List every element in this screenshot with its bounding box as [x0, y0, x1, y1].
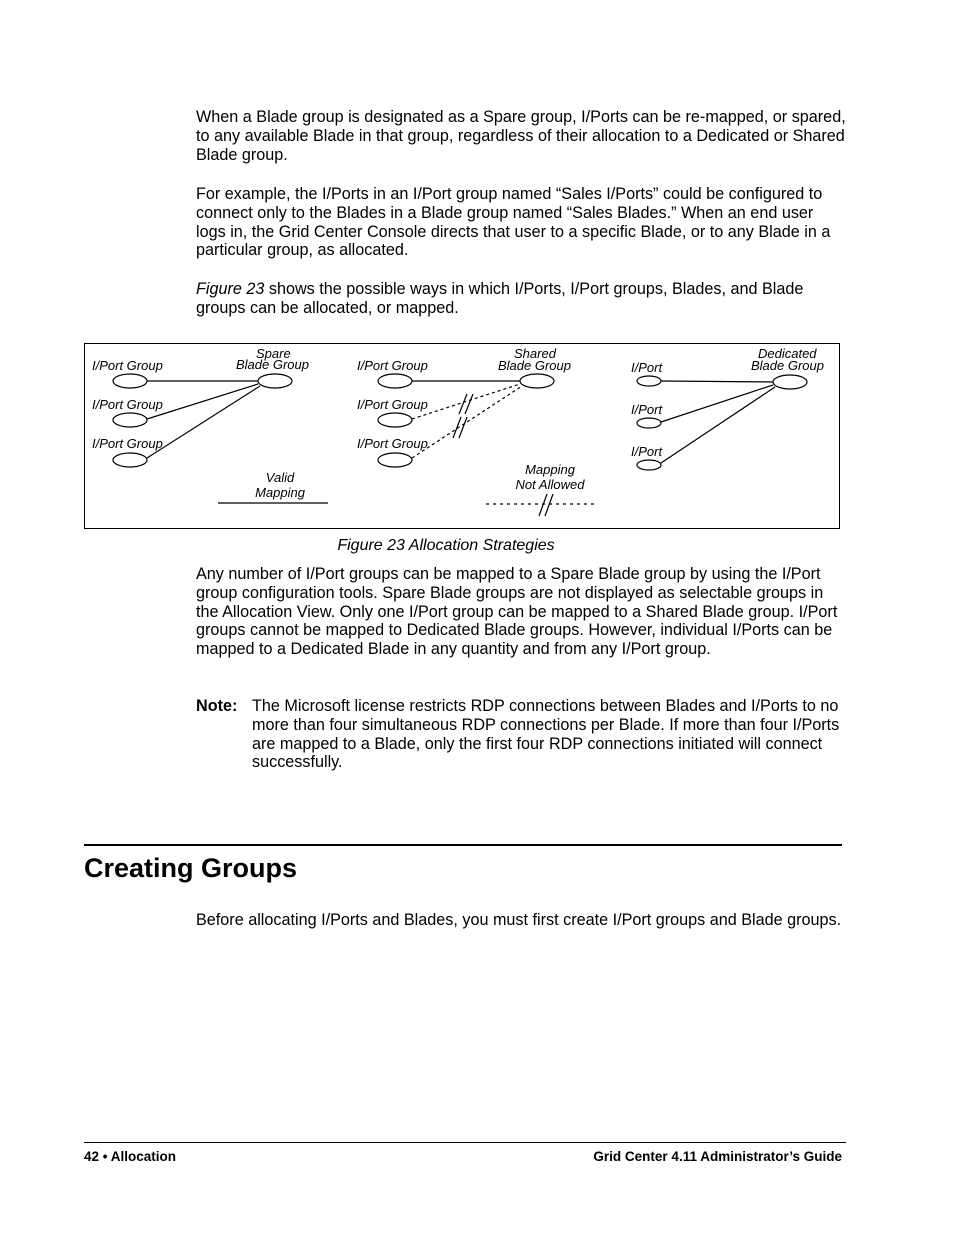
shared-source-node-3	[378, 453, 412, 467]
spare-source-label-1: I/Port Group	[92, 358, 163, 373]
spare-link-2	[147, 384, 258, 419]
spare-source-label-2: I/Port Group	[92, 397, 163, 412]
shared-source-label-1: I/Port Group	[357, 358, 428, 373]
dedicated-target-node	[773, 375, 807, 389]
allocation-strategies-figure	[84, 343, 840, 529]
shared-source-node-2	[378, 413, 412, 427]
spare-source-node-2	[113, 413, 147, 427]
dedicated-source-label-3: I/Port	[631, 444, 663, 459]
dedicated-source-label-2: I/Port	[631, 402, 663, 417]
shared-link-3-blocked	[412, 386, 522, 458]
footer-page-section: 42 • Allocation	[84, 1149, 176, 1164]
figure-caption-text: Figure 23 Allocation Strategies	[337, 537, 555, 554]
spare-target-label-line2: Blade Group	[236, 357, 309, 372]
section-divider	[84, 844, 842, 846]
figure-caption	[84, 537, 840, 555]
spare-source-node-1	[113, 374, 147, 388]
legend-notallowed-line2: Not Allowed	[515, 477, 585, 492]
legend-notallowed-line1: Mapping	[525, 462, 575, 477]
paragraph-mapping-rules: Any number of I/Port groups can be mapped to a Spare Blade group by using the I/Port group configuration tools. Spare Blade groups are not displayed as selectable groups in the Allocation View. Only one I/Port group can be mapped to a Shared Blade group. I/Port groups cannot be mapped to Dedicated Blade groups. However, individual I/Ports can be mapped to a Dedicated Blade in any quantity and from any I/Port group.	[196, 565, 838, 659]
footer-divider	[84, 1142, 846, 1143]
legend-valid-line2: Mapping	[255, 485, 305, 500]
dedicated-link-2	[661, 385, 773, 422]
figure-intro-text: shows the possible ways in which I/Ports, I/Port groups, Blades, and Blade groups can be allocated, or mapped.	[196, 280, 804, 317]
shared-source-label-3: I/Port Group	[357, 436, 428, 451]
legend-valid-line1: Valid	[265, 470, 295, 485]
spare-source-node-3	[113, 453, 147, 467]
paragraph-spare-groups: When a Blade group is designated as a Spare group, I/Ports can be re-mapped, or spared, to any available Blade in that group, regardless of their allocation to a Dedicated or Shared Blade group.	[196, 108, 846, 164]
shared-link-2-blocked	[412, 384, 520, 419]
spare-link-3	[147, 386, 260, 458]
section-heading: Creating Groups	[84, 853, 298, 883]
dedicated-target-label-line1: Dedicated	[758, 346, 817, 361]
spare-source-label-3: I/Port Group	[92, 436, 163, 451]
shared-target-node	[520, 374, 554, 388]
note-text: The Microsoft license restricts RDP connections between Blades and I/Ports to no more than four simultaneous RDP connections per Blade. If more than four I/Ports are mapped to a Blade, only the first four RDP connections initiated will connect successfully.	[252, 697, 840, 772]
dedicated-source-label-1: I/Port	[631, 360, 663, 375]
footer-book-title: Grid Center 4.11 Administrator’s Guide	[593, 1149, 842, 1164]
dedicated-source-node-1	[637, 376, 661, 386]
dedicated-source-node-2	[637, 418, 661, 428]
shared-source-label-2: I/Port Group	[357, 397, 428, 412]
figure-reference: Figure 23	[196, 280, 265, 298]
note-label: Note:	[196, 697, 238, 715]
dedicated-link-1	[661, 381, 773, 382]
dedicated-target-label-line2: Blade Group	[751, 358, 824, 373]
dedicated-link-3	[661, 387, 775, 463]
paragraph-creating-groups: Before allocating I/Ports and Blades, you must first create I/Port groups and Blade groups.	[196, 911, 842, 929]
shared-target-label-line1: Shared	[514, 346, 556, 361]
shared-target-label-line2: Blade Group	[498, 358, 571, 373]
shared-source-node-1	[378, 374, 412, 388]
paragraph-figure-intro	[196, 280, 846, 318]
spare-target-label-line1: Spare	[256, 346, 291, 361]
dedicated-source-node-3	[637, 460, 661, 470]
allocation-diagram	[85, 344, 841, 530]
paragraph-example: For example, the I/Ports in an I/Port group named “Sales I/Ports” could be configured to connect only to the Blades in a Blade group named “Sales Blades.” When an end user logs in, the Grid Center Console directs that user to a specific Blade, or to any Blade in a particular group, as allocated.	[196, 185, 831, 260]
spare-target-node	[258, 374, 292, 388]
